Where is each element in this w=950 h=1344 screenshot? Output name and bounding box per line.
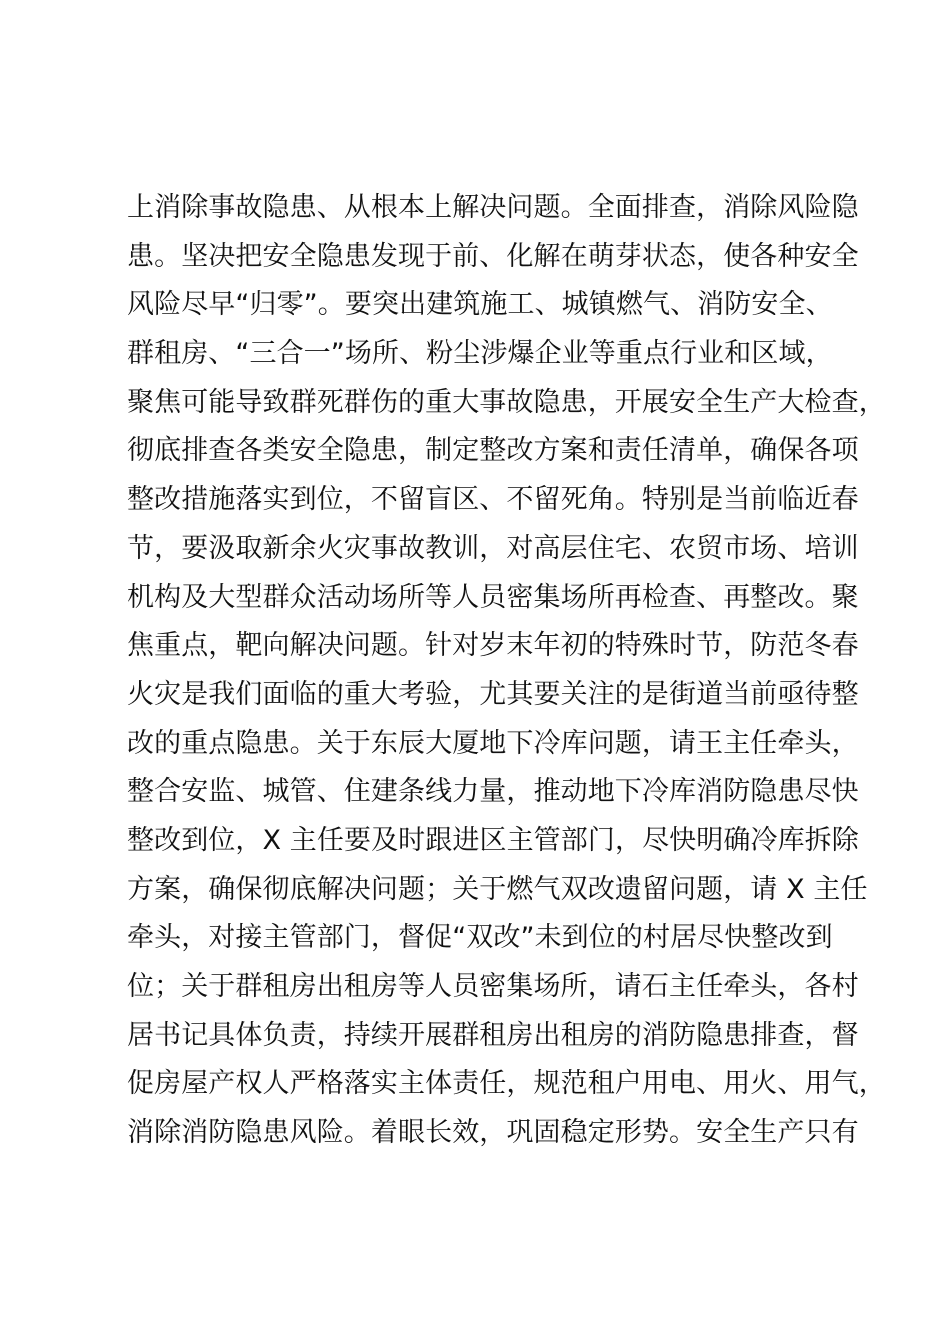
text-line: 彻底排查各类安全隐患，制定整改方案和责任清单，确保各项: [127, 435, 859, 467]
text-line: 焦重点，靶向解决问题。针对岁末年初的特殊时节，防范冬春: [127, 630, 859, 662]
text-line: 整合安监、城管、住建条线力量，推动地下冷库消防隐患尽快: [127, 776, 859, 808]
text-line: 改的重点隐患。关于东辰大厦地下冷库问题，请王主任牵头，: [127, 727, 859, 759]
body-text: [127, 184, 886, 1158]
text-line: 上消除事故隐患、从根本上解决问题。全面排查，消除风险隐: [127, 192, 859, 223]
text-line: 牵头，对接主管部门，督促“双改”未到位的村居尽快整改到: [127, 922, 833, 954]
text-line: 整改措施落实到位，不留盲区、不留死角。特别是当前临近春: [127, 484, 859, 516]
text-line: 促房屋产权人严格落实主体责任，规范租户用电、用火、用气，: [127, 1068, 886, 1100]
text-line: 消除消防隐患风险。着眼长效，巩固稳定形势。安全生产只有: [127, 1117, 859, 1149]
text-line: 整改到位，X 主任要及时跟进区主管部门，尽快明确冷库拆除: [127, 824, 859, 856]
text-line: 患。坚决把安全隐患发现于前、化解在萌芽状态，使各种安全: [127, 240, 859, 272]
text-line: 机构及大型群众活动场所等人员密集场所再检查、再整改。聚: [127, 581, 859, 613]
text-line: 聚焦可能导致群死群伤的重大事故隐患，开展安全生产大检查，: [127, 386, 886, 418]
text-line: 方案，确保彻底解决问题；关于燃气双改遗留问题，请 X 主任: [127, 873, 868, 905]
text-line: 居书记具体负责，持续开展群租房出租房的消防隐患排查，督: [127, 1019, 859, 1051]
text-line: 火灾是我们面临的重大考验，尤其要关注的是街道当前亟待整: [127, 678, 859, 710]
text-line: 位；关于群租房出租房等人员密集场所，请石主任牵头，各村: [127, 971, 859, 1002]
text-line: 节，要汲取新余火灾事故教训，对高层住宅、农贸市场、培训: [127, 532, 859, 564]
text-line: 风险尽早“归零”。要突出建筑施工、城镇燃气、消防安全、: [127, 289, 833, 321]
text-line: 群租房、“三合一”场所、粉尘涉爆企业等重点行业和区域，: [127, 338, 833, 370]
